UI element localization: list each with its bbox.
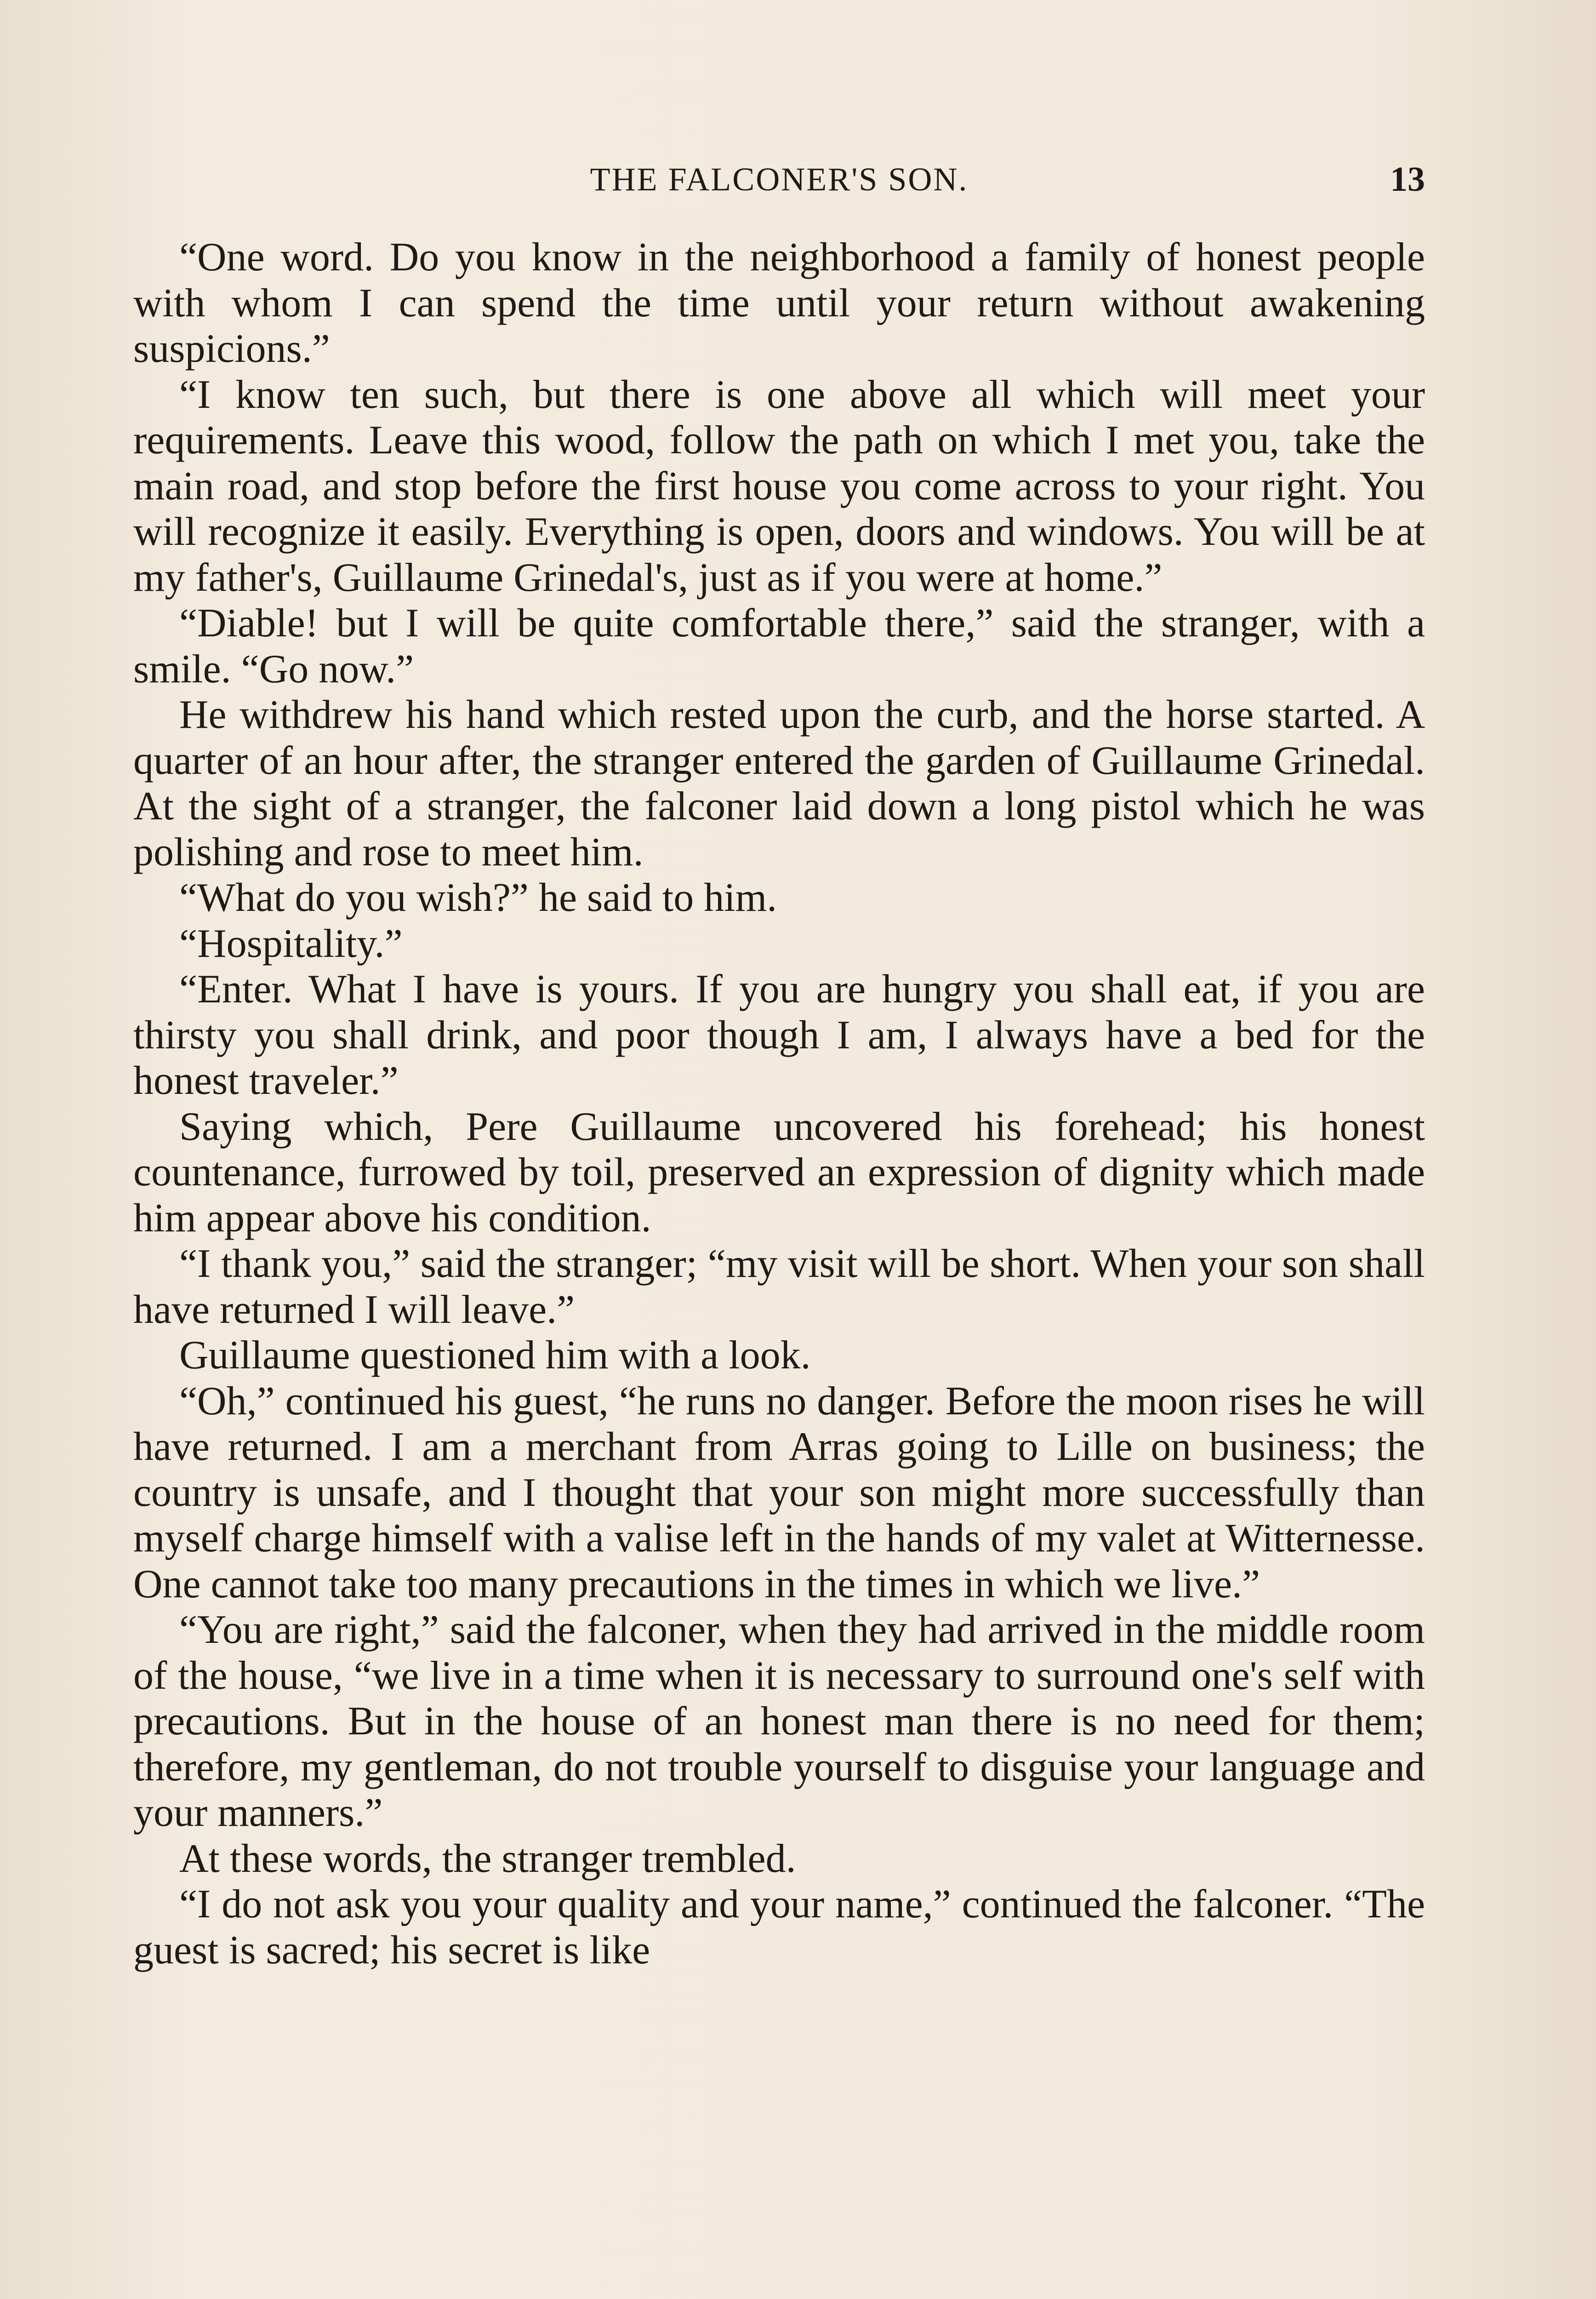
paragraph: “I do not ask you your quality and your name,” continued the falconer. “The guest is sacred; his secret is like (133, 1882, 1425, 1973)
paragraph: Saying which, Pere Guillaume uncovered his forehead; his honest countenance, furrowed by toil, preserved an expression of dignity which made him appear above his condition. (133, 1104, 1425, 1241)
paragraph: “One word. Do you know in the neighborhood a family of honest people with whom I can spend the time until your return without awakening suspicions.” (133, 235, 1425, 371)
paragraph: He withdrew his hand which rested upon the curb, and the horse started. A quarter of an hour after, the stranger entered the garden of Guillaume Grinedal. At the sight of a stranger, the falconer laid down a long pistol which he was polishing and rose to meet him. (133, 692, 1425, 875)
paragraph: “Diable! but I will be quite comfortable there,” said the stranger, with a smile. “Go now.” (133, 601, 1425, 692)
paragraph: Guillaume questioned him with a look. (179, 1333, 811, 1378)
paragraph: “Hospitality.” (179, 921, 403, 966)
paragraph: “I know ten such, but there is one above all which will meet your requirements. Leave this wood, follow the path on which I met you, take the main road, and stop before the first house you come across to your right. You will recognize it easily. Everything is open, doors and windows. You will be at my father's, Guillaume Grinedal's, just as if you were at home.” (133, 372, 1425, 600)
paragraph: “You are right,” said the falconer, when they had arrived in the middle room of the house, “we live in a time when it is necessary to surround one's self with precautions. But in the house of an honest man there is no need for them; therefore, my gentleman, do not trouble yourself to disguise your language and your manners.” (133, 1607, 1425, 1835)
paragraph: “What do you wish?” he said to him. (179, 875, 777, 920)
paragraph: “I thank you,” said the stranger; “my visit will be short. When your son shall have returned I will leave.” (133, 1241, 1425, 1332)
paragraph: At these words, the stranger trembled. (179, 1836, 796, 1881)
page-number: 13 (1390, 160, 1425, 199)
paragraph: “Oh,” continued his guest, “he runs no danger. Before the moon rises he will have returned. I am a merchant from Arras going to Lille on business; the country is unsafe, and I thought that your son might more successfully than myself charge himself with a valise left in the hands of my valet at Witternesse. One cannot take too many precautions in the times in which we live.” (133, 1378, 1425, 1607)
running-title: THE FALCONER'S SON. (590, 161, 969, 198)
paragraph: “Enter. What I have is yours. If you are hungry you shall eat, if you are thirsty you shall drink, and poor though I am, I always have a bed for the honest traveler.” (133, 967, 1425, 1103)
page-header (133, 152, 1425, 207)
body-text (133, 234, 1425, 1973)
